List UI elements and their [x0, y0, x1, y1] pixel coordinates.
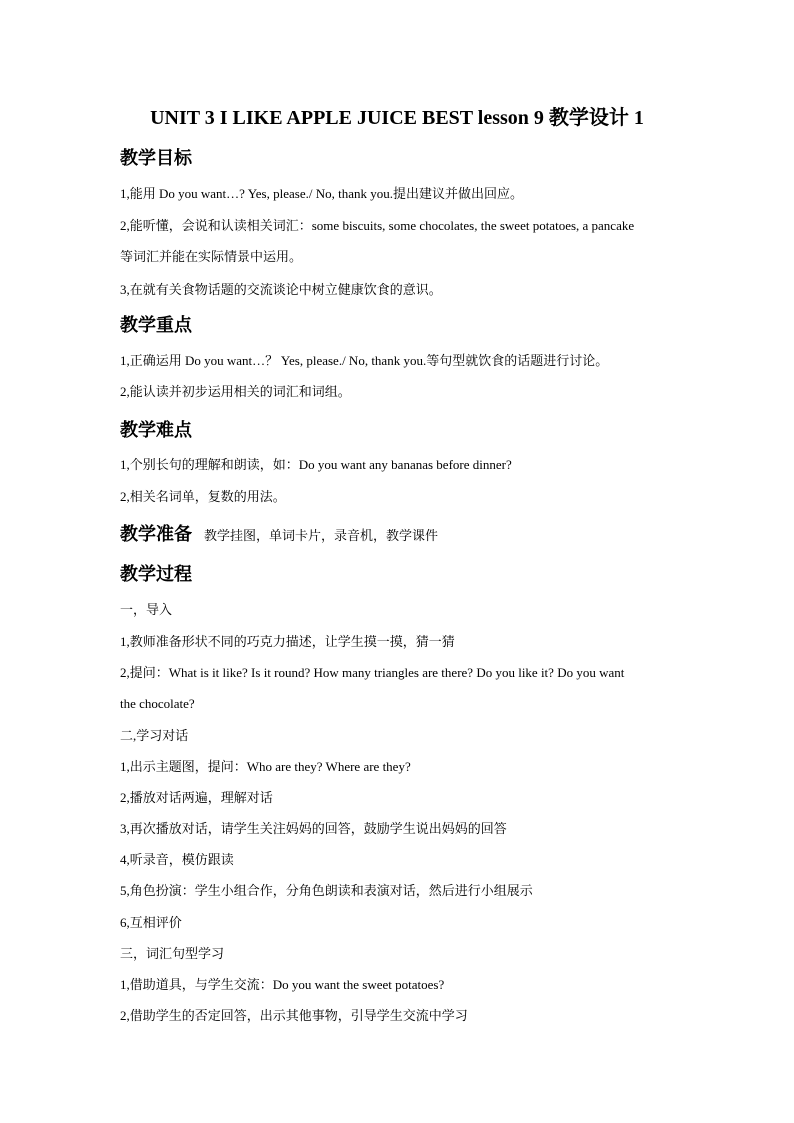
goals-line-3: 等词汇并能在实际情景中运用。: [120, 249, 303, 264]
preparation-text: 教学挂图，单词卡片，录音机，教学课件: [204, 529, 439, 544]
process-line-14: 2,借助学生的否定回答，出示其他事物，引导学生交流中学习: [120, 1008, 468, 1023]
key-points-line-2: 2,能认读并初步运用相关的词汇和词组。: [120, 384, 351, 399]
goals-line-2: 2,能听懂，会说和认读相关词汇：some biscuits, some chocolates, the sweet potatoes, a pancake: [120, 218, 635, 233]
process-line-10: 5,角色扮演：学生小组合作，分角色朗读和表演对话，然后进行小组展示: [120, 883, 533, 898]
document-title: UNIT 3 I LIKE APPLE JUICE BEST lesson 9 教学设计 1: [150, 107, 644, 129]
process-line-11: 6,互相评价: [120, 915, 182, 930]
heading-goals: 教学目标: [120, 148, 192, 169]
heading-preparation: [120, 522, 438, 550]
difficulties-line-2: 2,相关名词单，复数的用法。: [120, 489, 286, 504]
process-line-6: 1,出示主题图，提问：Who are they? Where are they?: [120, 759, 411, 774]
difficulties-line-1: 1,个别长句的理解和朗读，如：Do you want any bananas before dinner?: [120, 457, 512, 472]
process-line-12: 三，词汇句型学习: [120, 946, 225, 961]
goals-line-4: 3,在就有关食物话题的交流谈论中树立健康饮食的意识。: [120, 282, 442, 297]
process-line-8: 3,再次播放对话，请学生关注妈妈的回答，鼓励学生说出妈妈的回答: [120, 821, 507, 836]
process-line-7: 2,播放对话两遍，理解对话: [120, 790, 273, 805]
key-points-line-1: 1,正确运用 Do you want…？ Yes, please./ No, thank you.等句型就饮食的话题进行讨论。: [120, 353, 609, 368]
process-line-2: 1,教师准备形状不同的巧克力描述，让学生摸一摸，猜一猜: [120, 634, 455, 649]
process-line-4: the chocolate?: [120, 696, 195, 711]
process-line-3: 2,提问：What is it like? Is it round? How many triangles are there? Do you like it? Do you want: [120, 665, 625, 680]
process-line-1: 一，导入: [120, 602, 173, 617]
heading-difficulties: 教学难点: [120, 420, 192, 441]
preparation-label: 教学准备: [120, 524, 192, 545]
process-line-13: 1,借助道具，与学生交流：Do you want the sweet potatoes?: [120, 977, 445, 992]
heading-key-points: 教学重点: [120, 315, 192, 336]
process-line-9: 4,听录音，模仿跟读: [120, 852, 234, 867]
goals-line-1: 1,能用 Do you want…? Yes, please./ No, thank you.提出建议并做出回应。: [120, 186, 523, 201]
process-line-5: 二,学习对话: [120, 728, 189, 743]
heading-process: 教学过程: [120, 564, 192, 585]
